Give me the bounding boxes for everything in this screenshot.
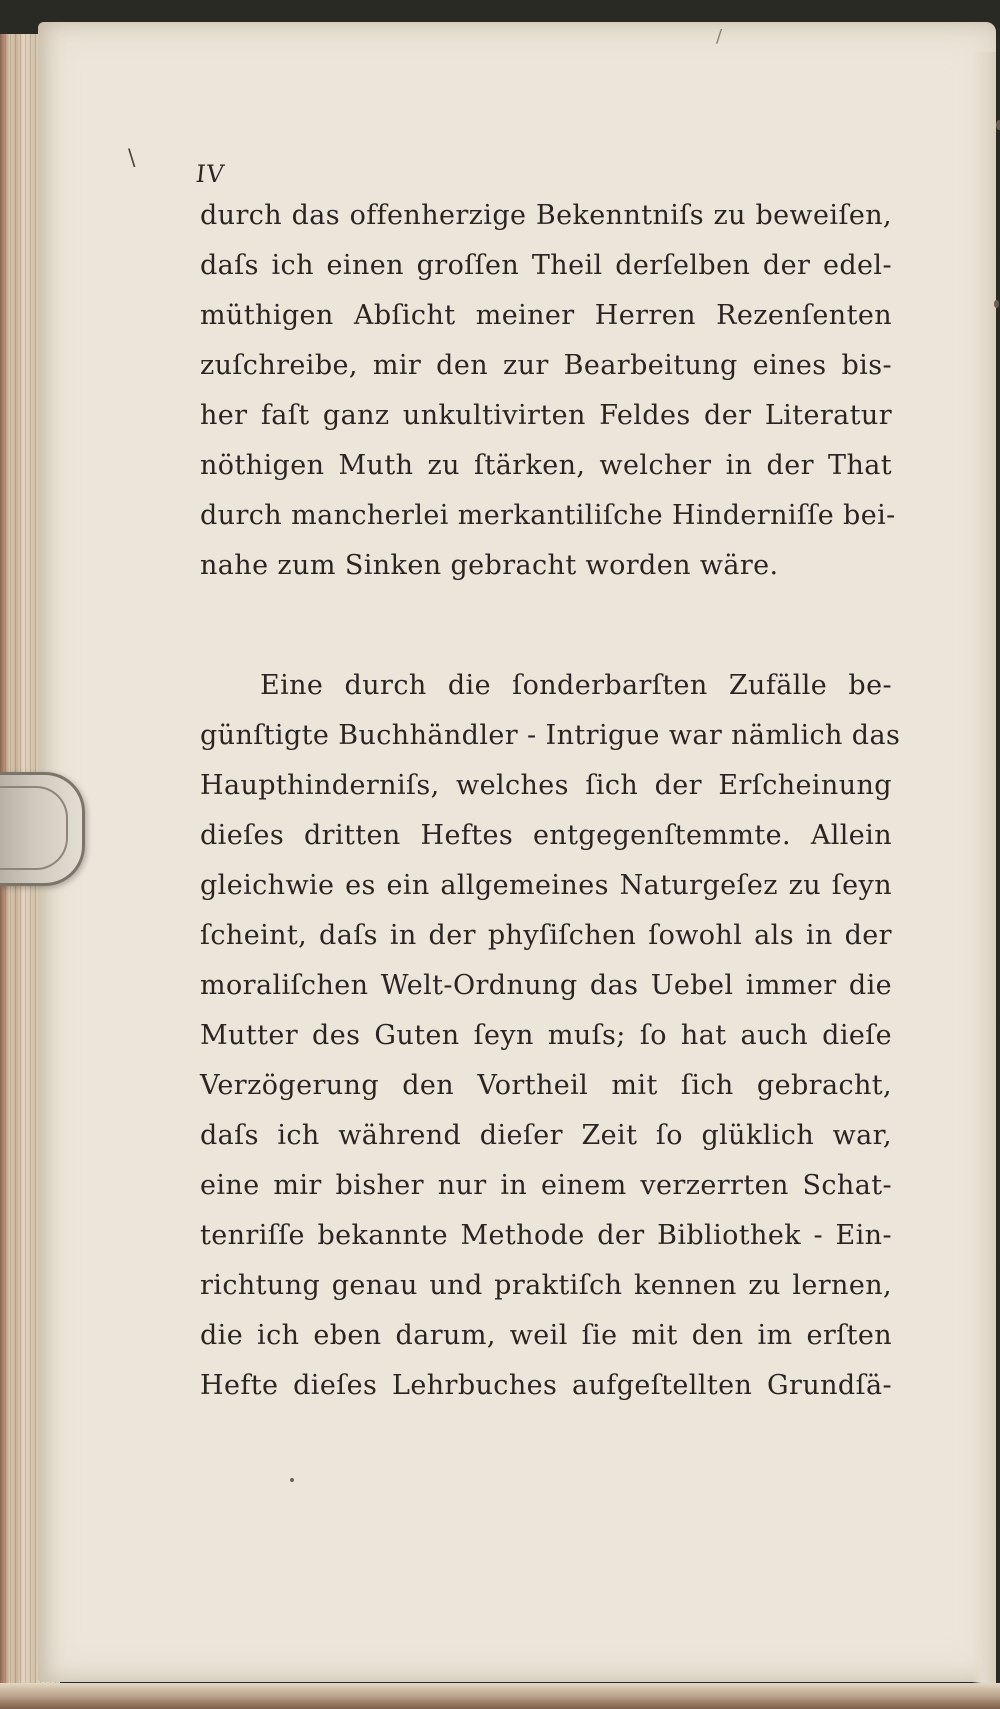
text-line: Mutter des Guten ſeyn muſs; ſo hat auch dieſe — [200, 1020, 892, 1051]
text-line: moraliſchen Welt-Ordnung das Uebel immer die — [200, 970, 892, 1001]
text-line: günſtigte Buchhändler - Intrigue war nämlich das — [200, 720, 901, 751]
text-line: daſs ich einen groſſen Theil derſelben der edel- — [200, 250, 892, 281]
text-line: zuſchreibe, mir den zur Bearbeitung eines bis- — [200, 350, 892, 381]
text-line: die ich eben darum, weil ſie mit den im erſten — [200, 1320, 892, 1351]
text-line: Eine durch die ſonderbarſten Zufälle be- — [260, 670, 892, 701]
text-line: durch mancherlei merkantiliſche Hinderniſſe bei- — [200, 500, 896, 531]
text-line: richtung genau und praktiſch kennen zu lernen, — [200, 1270, 892, 1301]
paper-speck — [994, 300, 999, 308]
page-bottom-edge — [0, 1683, 1000, 1709]
paper-clip-inner — [0, 786, 68, 870]
text-line: Haupthinderniſs, welches ſich der Erſcheinung — [200, 770, 892, 801]
text-line: her faſt ganz unkultivirten Feldes der Literatur — [200, 400, 892, 431]
text-line: dieſes dritten Heftes entgegenſtemmte. Allein — [200, 820, 892, 851]
text-line: Hefte dieſes Lehrbuches aufgeſtellten Grundſä- — [200, 1370, 892, 1401]
text-line: tenriſſe bekannte Methode der Bibliothek - Ein- — [200, 1220, 892, 1251]
text-line: Verzögerung den Vortheil mit ſich gebracht, — [200, 1070, 892, 1101]
stray-tick-mark: / — [716, 26, 723, 47]
stray-backslash-mark: \ — [128, 146, 136, 171]
page-number: IV — [194, 160, 227, 188]
text-line: müthigen Abſicht meiner Herren Rezenſenten — [200, 300, 892, 331]
text-line: eine mir bisher nur in einem verzerrten Schat- — [200, 1170, 892, 1201]
text-line: nahe zum Sinken gebracht worden wäre. — [200, 550, 779, 581]
text-line: durch das offenherzige Bekenntniſs zu beweiſen, — [200, 200, 892, 231]
text-line: nöthigen Muth zu ſtärken, welcher in der That — [200, 450, 892, 481]
text-line: gleichwie es ein allgemeines Naturgeſez zu ſeyn — [200, 870, 892, 901]
text-line: ſcheint, daſs in der phyſiſchen ſowohl als in der — [200, 920, 892, 951]
text-line: daſs ich während dieſer Zeit ſo glüklich war, — [200, 1120, 892, 1151]
paper-speck — [996, 120, 1000, 130]
page-right-edge — [972, 52, 996, 1702]
paper-speck — [290, 1478, 294, 1482]
